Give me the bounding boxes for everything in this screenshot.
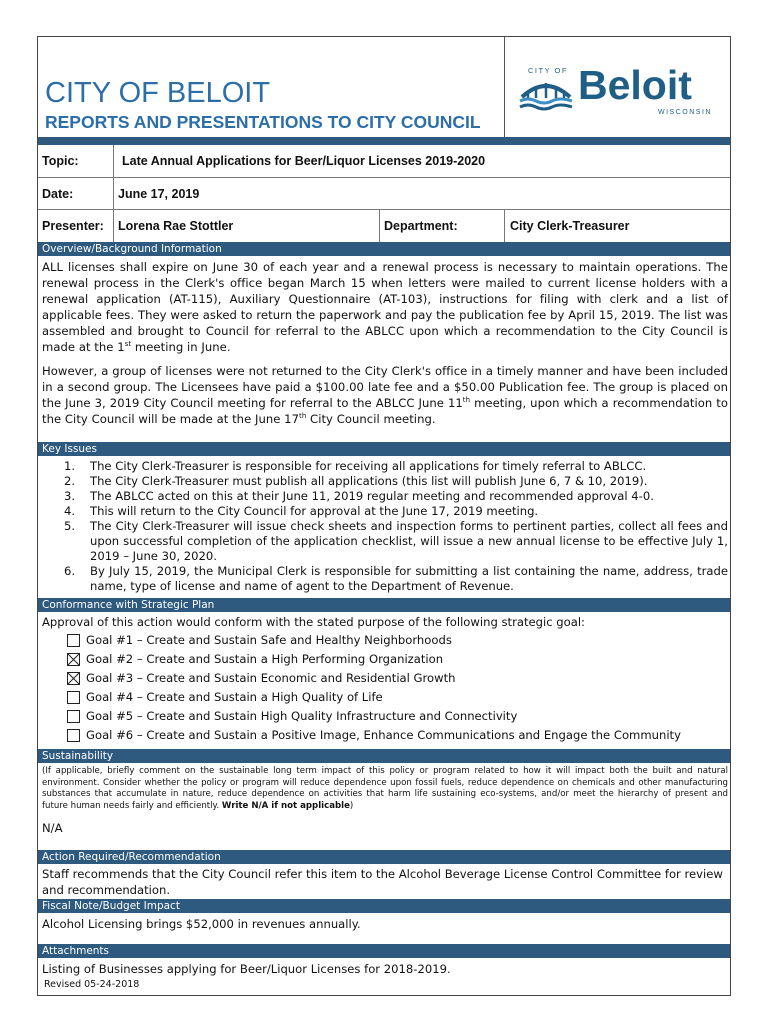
goal-5-label: Goal #5 – Create and Sustain High Quality Infrastructure and Connectivity [86, 709, 518, 723]
checkbox-x-icon [68, 654, 79, 665]
overview-p2-end: City Council meeting. [306, 412, 436, 426]
date-value: June 17, 2019 [118, 186, 200, 201]
attachments-text: Listing of Businesses applying for Beer/Liquor Licenses for 2018-2019. [42, 962, 451, 976]
key-issue-text: This will return to the City Council for approval at the June 17, 2019 meeting. [90, 504, 539, 518]
key-issue-number: 4. [64, 504, 76, 518]
overview-paragraph-1 [42, 259, 728, 355]
goal-4 [67, 690, 383, 704]
sustainability-instructions [42, 766, 728, 812]
presenter-label: Presenter: [42, 219, 104, 233]
report-subtitle: REPORTS AND PRESENTATIONS TO CITY COUNCIL [45, 112, 481, 132]
conformance-intro: Approval of this action would conform with the stated purpose of the following strategic goal: [42, 615, 585, 629]
key-issue-text: By July 15, 2019, the Municipal Clerk is responsible for submitting a list containing the name, address, trade name, type of license and name of agent to the Department of Revenue. [90, 564, 728, 593]
goal-5-checkbox[interactable] [67, 710, 80, 723]
goal-3-checkbox[interactable] [67, 672, 80, 685]
key-issue-number: 2. [64, 474, 76, 488]
topic-divider [113, 145, 114, 177]
beloit-logo [516, 63, 726, 125]
presenter-divider [113, 210, 114, 242]
department-divider-right [504, 210, 505, 242]
revised-date: Revised 05-24-2018 [44, 979, 140, 990]
sustainability-instructions-bold: Write N/A if not applicable [221, 800, 350, 811]
department-label: Department: [384, 219, 458, 233]
department-divider-left [379, 210, 380, 242]
logo-city-of: CITY OF [528, 66, 568, 75]
topic-label: Topic: [42, 154, 79, 168]
overview-p2-sup-2: th [299, 412, 307, 421]
goal-2-label: Goal #2 – Create and Sustain a High Performing Organization [86, 652, 444, 666]
goal-1 [67, 633, 452, 647]
sustainability-heading: Sustainability [38, 749, 730, 763]
key-issue-number: 5. [64, 519, 76, 533]
sustainability-value: N/A [42, 821, 63, 835]
key-issue-text: The City Clerk-Treasurer must publish all applications (this list will publish June 6, 7 & 10, 2019). [90, 474, 648, 488]
key-issues-list [42, 459, 728, 594]
logo-state: WISCONSIN [658, 109, 712, 116]
key-issue-item [42, 474, 728, 489]
logo-name: Beloit [578, 62, 692, 108]
sustainability-instructions-text: (If applicable, briefly comment on the sustainable long term impact of this policy or program related to how it will impact both the built and natural environment. Consider whether the policy or program will reduce dependence upon fossil fuels, reduce dependence on chemicals and other manufacturing substances that accumulate in nature, reduce dependence on activities that harm life sustaining eco-systems, and/or meet the hierarchy of present and future human needs fairly and efficiently. [42, 766, 728, 811]
key-issue-text: The City Clerk-Treasurer is responsible for receiving all applications for timely referral to ABLCC. [90, 459, 647, 473]
date-label: Date: [42, 186, 74, 201]
fiscal-text: Alcohol Licensing brings $52,000 in revenues annually. [42, 917, 361, 931]
key-issue-item [42, 489, 728, 504]
key-issue-item [42, 564, 728, 594]
goal-4-checkbox[interactable] [67, 691, 80, 704]
conformance-heading: Conformance with Strategic Plan [38, 598, 730, 612]
overview-p2-middle: meeting, upon which a recommendation to the City Council will be made at the June 17 [42, 396, 728, 426]
key-issue-item [42, 504, 728, 519]
key-issues-heading: Key Issues [38, 442, 730, 456]
goal-1-label: Goal #1 – Create and Sustain Safe and Healthy Neighborhoods [86, 633, 452, 647]
key-issue-number: 3. [64, 489, 76, 503]
key-issue-number: 1. [64, 459, 76, 473]
city-title: CITY OF BELOIT [45, 77, 271, 109]
action-text: Staff recommends that the City Council refer this item to the Alcohol Beverage License Control Committee for review and recommendation. [42, 867, 723, 897]
sustainability-instructions-end: ) [349, 800, 354, 811]
river-bridge-logo-icon [518, 75, 574, 113]
goal-6-label: Goal #6 – Create and Sustain a Positive Image, Enhance Communications and Engage the Community [86, 728, 681, 742]
goal-2-checkbox[interactable] [67, 653, 80, 666]
date-divider [113, 178, 114, 209]
checkbox-x-icon [68, 673, 79, 684]
presenter-row [38, 210, 730, 242]
header-title-block [38, 37, 504, 137]
overview-p1-sup: st [124, 340, 132, 349]
goal-5 [67, 709, 517, 723]
goal-3 [67, 671, 456, 685]
attachments-heading: Attachments [38, 944, 730, 958]
goal-6 [67, 728, 681, 742]
date-row [38, 178, 730, 210]
overview-p1-text: ALL licenses shall expire on June 30 of each year and a renewal process is necessary to maintain operations. The renewal process in the Clerk's office began March 15 when letters were mailed to current license holders with a renewal application (AT-115), Auxiliary Questionnaire (AT-103), instructions for filing with clerk and a list of applicable fees. They were asked to return the paperwork and pay the publication fee by April 15, 2019. The list was assembled and brought to Council for referral to the ABLCC upon which a recommendation to the City Council is made at the 1 [42, 260, 728, 354]
goal-4-label: Goal #4 – Create and Sustain a High Quality of Life [86, 690, 383, 704]
report-page [37, 36, 731, 996]
presenter-value: Lorena Rae Stottler [118, 219, 234, 233]
header-divider [504, 37, 505, 137]
overview-p2-sup-1: th [462, 396, 471, 405]
goal-3-label: Goal #3 – Create and Sustain Economic and Residential Growth [86, 671, 456, 685]
department-value: City Clerk-Treasurer [510, 219, 630, 233]
goal-1-checkbox[interactable] [67, 634, 80, 647]
key-issue-item [42, 459, 728, 474]
goal-6-checkbox[interactable] [67, 729, 80, 742]
overview-paragraph-2 [42, 363, 728, 427]
key-issue-text: The City Clerk-Treasurer will issue check sheets and inspection forms to pertinent parties, collect all fees and upon successful completion of the application checklist, will issue a new annual license to be effective July 1, 2019 – June 30, 2020. [90, 519, 728, 563]
key-issue-text: The ABLCC acted on this at their June 11, 2019 regular meeting and recommended approval 4-0. [90, 489, 654, 503]
key-issue-number: 6. [64, 564, 76, 578]
action-heading: Action Required/Recommendation [38, 850, 730, 864]
overview-heading: Overview/Background Information [38, 242, 730, 256]
report-header [38, 37, 730, 137]
topic-value: Late Annual Applications for Beer/Liquor Licenses 2019-2020 [122, 154, 486, 168]
topic-row [38, 145, 730, 178]
overview-p1-end: meeting in June. [131, 340, 231, 354]
goal-2 [67, 652, 443, 666]
fiscal-heading: Fiscal Note/Budget Impact [38, 899, 730, 913]
key-issue-item [42, 519, 728, 564]
header-separator-bar [38, 137, 730, 145]
overview-p2-text: However, a group of licenses were not returned to the City Clerk's office in a timely manner and have been included in a second group. The Licensees have paid a $100.00 late fee and a $50.00 Publication fee. The group is placed on the June 3, 2019 City Council meeting for referral to the ABLCC June 11 [42, 364, 728, 410]
